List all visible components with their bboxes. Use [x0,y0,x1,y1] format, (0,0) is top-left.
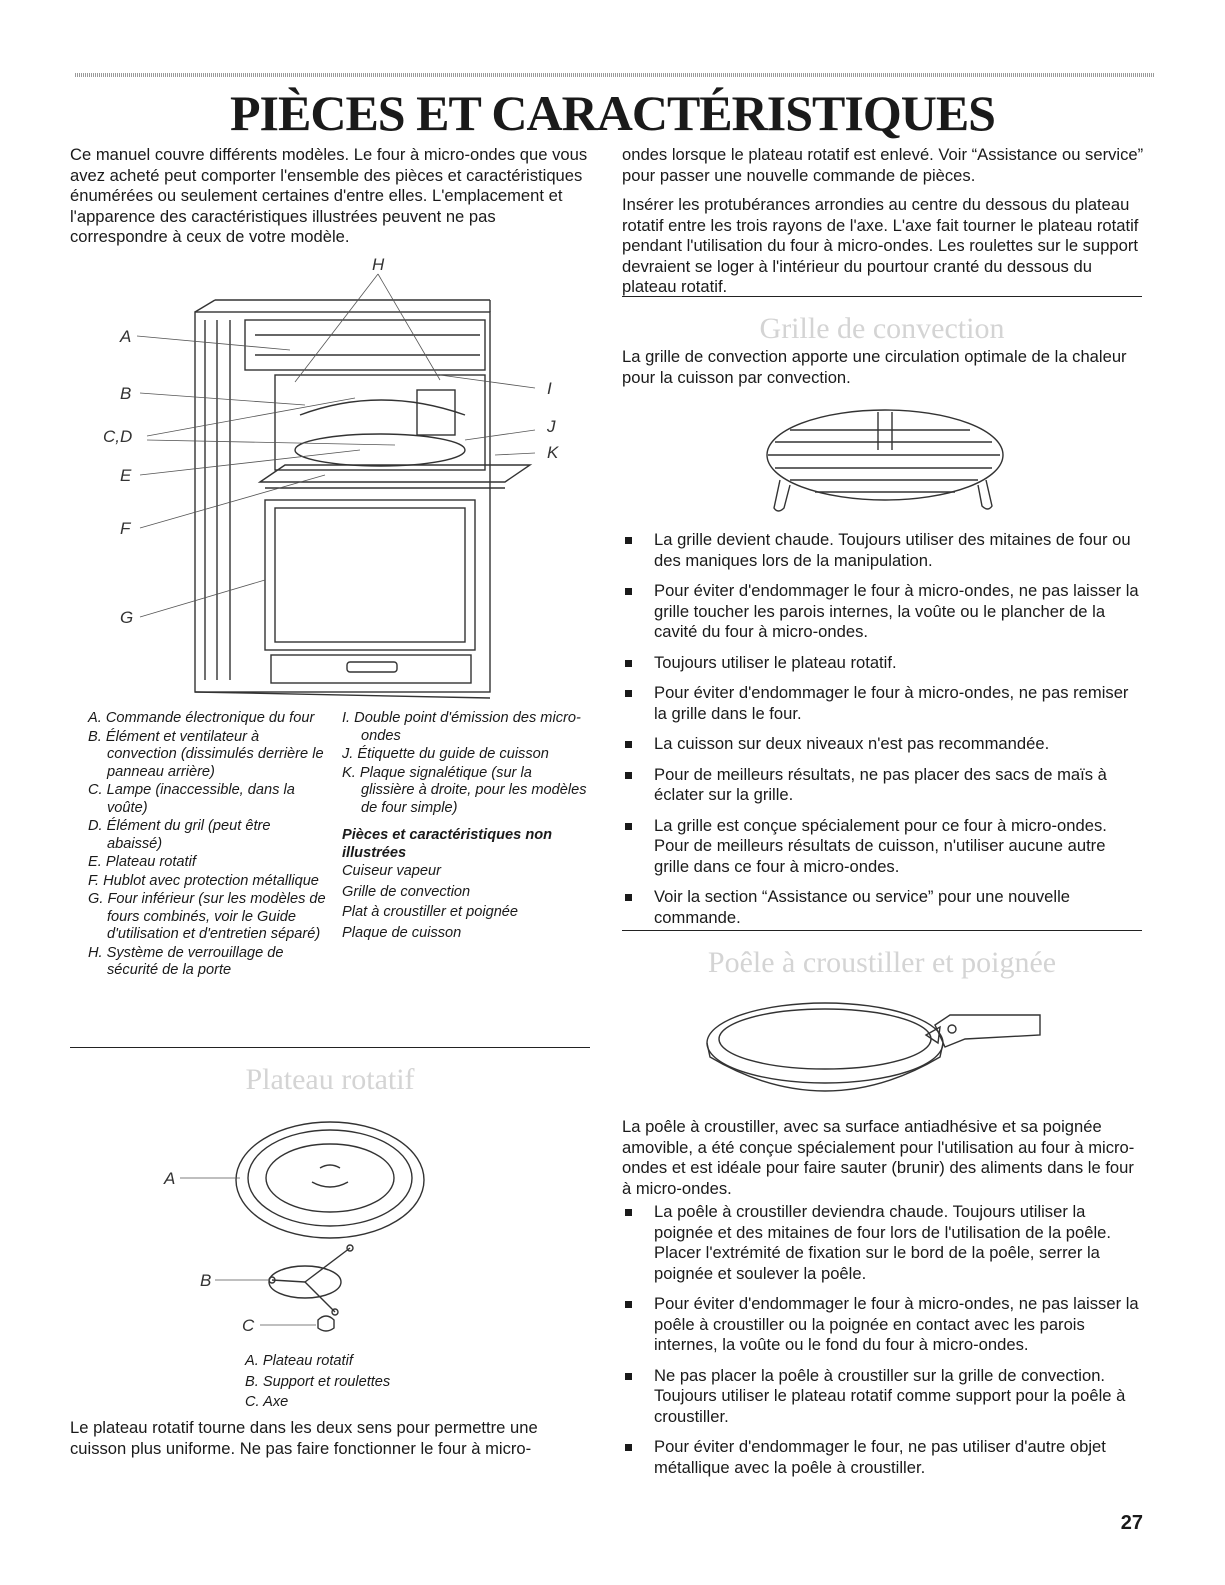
rack-heading: Grille de convection [759,312,1005,345]
legend-item: J. Étiquette du guide de cuisson [342,746,549,762]
page-number: 27 [1120,1512,1143,1534]
legend-item: E. Plateau rotatif [88,854,196,870]
oven-label-f: F [120,519,131,538]
turntable-text-cont: ondes lorsque le plateau rotatif est enlevé. Voir “Assistance ou service” pour passer une nouvelle commande de pièces. Insérer les protubérances arrondies au centre du dessous du plateau rotatif entre les trois rayons de l'axe. L'axe fait tourner le plateau rotatif pendant l'utilisation du four à micro-ondes. Les roulettes sur le support devraient se loger à l'intérieur du pourtour cranté du dessous du plateau rotatif. [622,145,1144,296]
turntable-text: Le plateau rotatif tourne dans les deux sens pour permettre une cuisson plus uniforme. Ne pas faire fonctionner le four à micro- [70,1418,538,1458]
oven-label-k: K [547,443,559,462]
list-item: Pour de meilleurs résultats, ne pas placer des sacs de maïs à éclater sur la grille. [622,765,1144,806]
list-item: Voir la section “Assistance ou service” pour une nouvelle commande. [622,887,1144,928]
legend-item: B. Support et roulettes [245,1373,391,1390]
oven-legend-right [342,710,587,945]
list-item: Pour éviter d'endommager le four à micro-ondes, ne pas laisser la poêle à croustiller ou la poignée en contact avec les parois internes, la voûte ou le fond du four à micro-ondes. [622,1294,1144,1356]
oven-label-a: A [120,327,132,346]
oven-label-i: I [547,379,552,398]
legend-item: G. Four inférieur (sur les modèles de fours combinés, voir le Guide d'utilisation et d'entretien séparé) [88,891,326,942]
not-shown-item: Grille de convection [342,883,471,900]
turntable-label-a: A [164,1169,176,1188]
turntable-heading: Plateau rotatif [245,1063,415,1096]
oven-label-b: B [120,384,132,403]
not-shown-item: Plat à croustiller et poignée [342,904,519,920]
divider [70,1047,590,1048]
divider [622,296,1142,297]
oven-diagram [95,250,595,700]
rack-bullets [622,530,1144,938]
top-rule [75,73,1155,77]
oven-legend-left [88,710,328,981]
crisper-pan-diagram [700,995,1060,1105]
turntable-label-c: C [242,1316,255,1335]
page-title: PIÈCES ET CARACTÉRISTIQUES [230,85,995,141]
list-item: La cuisson sur deux niveaux n'est pas recommandée. [622,734,1144,755]
oven-label-cd: C,D [103,427,133,446]
list-item: La grille est conçue spécialement pour ce four à micro-ondes. Pour de meilleurs résultats de cuisson, n'utiliser aucune autre grille dans ce four à micro-ondes. [622,816,1144,878]
legend-item: I. Double point d'émission des micro-ondes [342,710,581,744]
oven-label-g: G [120,608,134,627]
list-item: Pour éviter d'endommager le four à micro-ondes, ne pas remiser la grille dans le four. [622,683,1144,724]
list-item: Pour éviter d'endommager le four, ne pas utiliser d'autre objet métallique avec la poêle à croustiller. [622,1437,1144,1478]
list-item: Ne pas placer la poêle à croustiller sur la grille de convection. Toujours utiliser le plateau rotatif comme support pour la poêle à croustiller. [622,1366,1144,1428]
legend-item: A. Commande électronique du four [88,710,315,726]
list-item: Pour éviter d'endommager le four à micro-ondes, ne pas laisser la grille toucher les parois internes, la voûte ou le plancher de la cavité du four à micro-ondes. [622,581,1144,643]
legend-item: C. Axe [245,1394,289,1410]
crisper-intro: La poêle à croustiller, avec sa surface antiadhésive et sa poignée amovible, a été conçue spécialement pour l'utilisation au four à micro-ondes et est idéale pour faire sauter (brunir) des aliments dans le four à micro-ondes. [622,1117,1135,1198]
oven-label-e: E [120,466,132,485]
list-item: Toujours utiliser le plateau rotatif. [622,653,1144,674]
rack-intro: La grille de convection apporte une circulation optimale de la chaleur pour la cuisson par convection. [622,347,1127,387]
legend-item: D. Élément du gril (peut être abaissé) [88,818,271,852]
legend-item: K. Plaque signalétique (sur la glissière à droite, pour les modèles de four simple) [342,764,587,816]
legend-item: B. Élément et ventilateur à convection (dissimulés derrière le panneau arrière) [88,728,324,780]
oven-label-j: J [547,417,556,436]
not-shown-item: Plaque de cuisson [342,924,462,941]
list-item: La grille devient chaude. Toujours utiliser des mitaines de four ou des maniques lors de la manipulation. [622,530,1144,571]
not-shown-heading: Pièces et caractéristiques non illustrées [342,827,553,861]
crisper-bullets [622,1202,1144,1488]
crisper-heading: Poêle à croustiller et poignée [707,946,1057,979]
oven-label-h: H [372,255,385,274]
turntable-label-b: B [200,1271,212,1290]
legend-item: H. Système de verrouillage de sécurité de la porte [88,944,284,978]
divider [622,930,1142,931]
intro-paragraph: Ce manuel couvre différents modèles. Le four à micro-ondes que vous avez acheté peut comporter l'ensemble des pièces et caractéristiques énumérées ou seulement certaines d'entre elles. L'emplacement et l'apparence des caractéristiques illustrées peuvent ne pas correspondre à ceux de votre modèle. [70,145,588,246]
list-item: La poêle à croustiller deviendra chaude. Toujours utiliser la poignée et des mitaines de four lors de l'utilisation de la poêle. Placer l'extrémité de fixation sur le bord de la poêle, serrer la poignée et soulever la poêle. [622,1202,1144,1284]
turntable-diagram [160,1120,460,1350]
legend-item: C. Lampe (inaccessible, dans la voûte) [88,782,295,816]
turntable-legend [245,1353,465,1415]
legend-item: A. Plateau rotatif [245,1353,353,1369]
convection-rack-diagram [760,400,1020,540]
legend-item: F. Hublot avec protection métallique [88,872,319,889]
not-shown-item: Cuiseur vapeur [342,863,441,879]
